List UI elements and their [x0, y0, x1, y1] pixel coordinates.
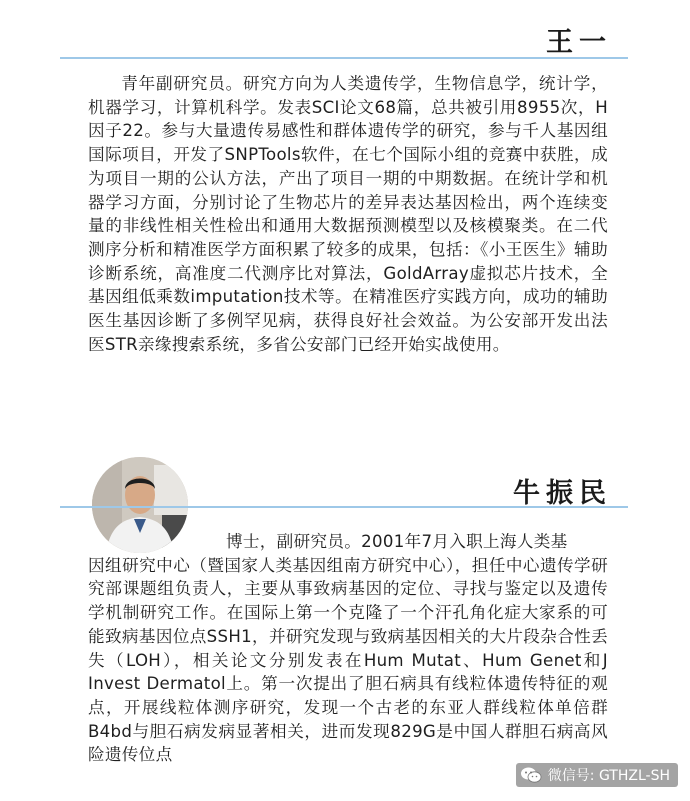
person1-name: 王一	[546, 27, 612, 58]
person2-bio-rest: 因组研究中心（暨国家人类基因组南方研究中心），担任中心遗传学研究部课题组负责人，主要从事致病基因的定位、寻找与鉴定以及遗传学机制研究工作。在国际上第一个克隆了一个汗孔角化症大家系的可能致病基因位点SSH1，并研究发现与致病基因相关的大片段杂合性丢失（LOH），相关论文分别发表在Hum Mutat、Hum Genet和J Invest Dermatol上。第一次提出了胆石病具有线粒体遗传特征的观点，开展线粒体测序研究，发现一个古老的东亚人群线粒体单倍群B4bd与胆石病发病显著相关，进而发现829G是中国人群胆石病高风险遗传位点	[88, 555, 608, 765]
person2-name: 牛振民	[513, 478, 612, 509]
person1-divider	[60, 57, 628, 59]
person1-bio: 青年副研究员。研究方向为人类遗传学，生物信息学，统计学，机器学习，计算机科学。发表SCI论文68篇，总共被引用8955次，H因子22。参与大量遗传易感性和群体遗传学的研究，参与千人基因组国际项目，开发了SNPTools软件，在七个国际小组的竞赛中获胜，成为项目一期的公认方法，产出了项目一期的中期数据。在统计学和机器学习方面，分别讨论了生物芯片的差异表达基因检出，两个连续变量的非线性相关性检出和通用大数据预测模型以及核模聚类。在二代测序分析和精准医学方面积累了较多的成果，包括：《小王医生》辅助诊断系统，高准度二代测序比对算法，GoldArray虚拟芯片技术，全基因组低乘数imputation技术等。在精准医疗实践方向，成功的辅助医生基因诊断了多例罕见病，获得良好社会效益。为公安部开发出法医STR亲缘搜索系统，多省公安部门已经开始实战使用。	[88, 74, 608, 354]
person2-bio-first-line: 博士，副研究员。2001年7月入职上海人类基	[226, 532, 568, 551]
person2-divider	[60, 506, 628, 508]
wechat-icon	[520, 766, 542, 784]
wechat-watermark	[516, 763, 678, 787]
watermark-text: 微信号: GTHZL-SH	[547, 768, 670, 784]
person2-bio	[88, 530, 608, 767]
